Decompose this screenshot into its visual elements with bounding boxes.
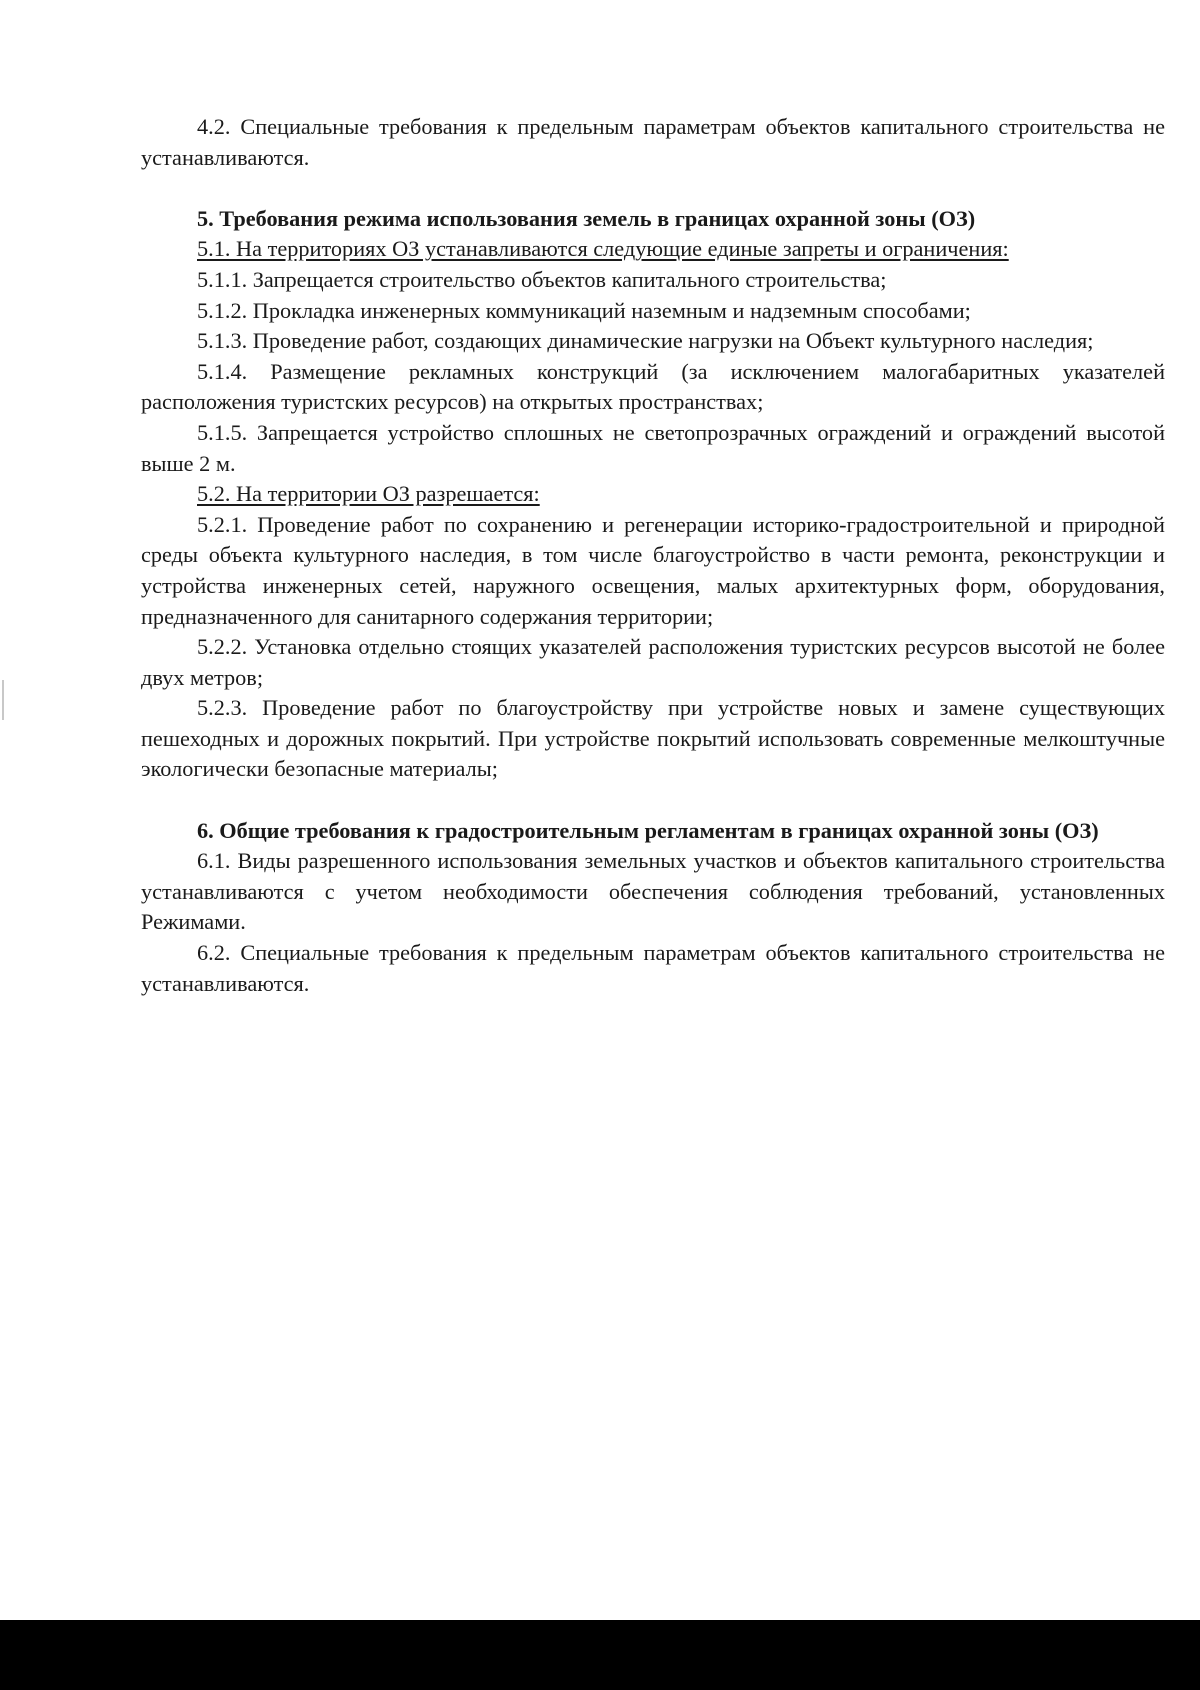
section-5-heading: 5. Требования режима использования земель в границах охранной зоны (ОЗ) bbox=[197, 205, 976, 231]
paragraph-6-1: 6.1. Виды разрешенного использования земельных участков и объектов капитального строительства устанавливаются с учетом необходимости обеспечения соблюдения требований, установленных Режимами. bbox=[141, 848, 1165, 935]
paragraph-5-1-1: 5.1.1. Запрещается строительство объектов капитального строительства; bbox=[197, 266, 887, 292]
paragraph-6-2: 6.2. Специальные требования к предельным параметрам объектов капитального строительства не устанавливаются. bbox=[141, 940, 1165, 996]
paragraph-5-2-2: 5.2.2. Установка отдельно стоящих указателей расположения туристских ресурсов высотой не более двух метров; bbox=[141, 634, 1165, 690]
paragraph-5-1-4: 5.1.4. Размещение рекламных конструкций (за исключением малогабаритных указателей расположения туристских ресурсов) на открытых пространствах; bbox=[141, 358, 1165, 415]
document-body bbox=[141, 112, 1165, 999]
scan-bottom-border bbox=[0, 1620, 1200, 1690]
paragraph-5-2-3: 5.2.3. Проведение работ по благоустройству при устройстве новых и замене существующих пешеходных и дорожных покрытий. При устройстве покрытий использовать современные мелкоштучные экологически безопасные материалы; bbox=[141, 695, 1165, 782]
section-gap bbox=[141, 785, 1165, 816]
section-gap bbox=[141, 173, 1165, 204]
scan-edge-mark bbox=[2, 680, 4, 720]
paragraph-5-2-1: 5.2.1. Проведение работ по сохранению и регенерации историко-градостроительной и природной среды объекта культурного наследия, в том числе благоустройство в части ремонта, реконструкции и устройства инженерных сетей, наружного освещения, малых архитектурных форм, оборудования, предназначенного для санитарного содержания территории; bbox=[141, 511, 1165, 629]
subsection-5-2-heading bbox=[141, 479, 1165, 510]
paragraph-5-1-5: 5.1.5. Запрещается устройство сплошных не светопрозрачных ограждений и ограждений высотой выше 2 м. bbox=[141, 419, 1165, 476]
section-6-heading: 6. Общие требования к градостроительным регламентам в границах охранной зоны (ОЗ) bbox=[197, 817, 1099, 843]
paragraph-5-1-2: 5.1.2. Прокладка инженерных коммуникаций наземным и надземным способами; bbox=[197, 297, 971, 323]
paragraph-4-2: 4.2. Специальные требования к предельным параметрам объектов капитального строительства не устанавливаются. bbox=[141, 114, 1165, 170]
subsection-5-2-text: 5.2. На территории ОЗ разрешается: bbox=[197, 481, 540, 507]
subsection-5-1-heading bbox=[141, 234, 1165, 265]
paragraph-5-1-3: 5.1.3. Проведение работ, создающих динамические нагрузки на Объект культурного наследия; bbox=[197, 328, 1094, 354]
subsection-5-1-text: 5.1. На территориях ОЗ устанавливаются следующие единые запреты и ограничения: bbox=[197, 236, 1009, 262]
